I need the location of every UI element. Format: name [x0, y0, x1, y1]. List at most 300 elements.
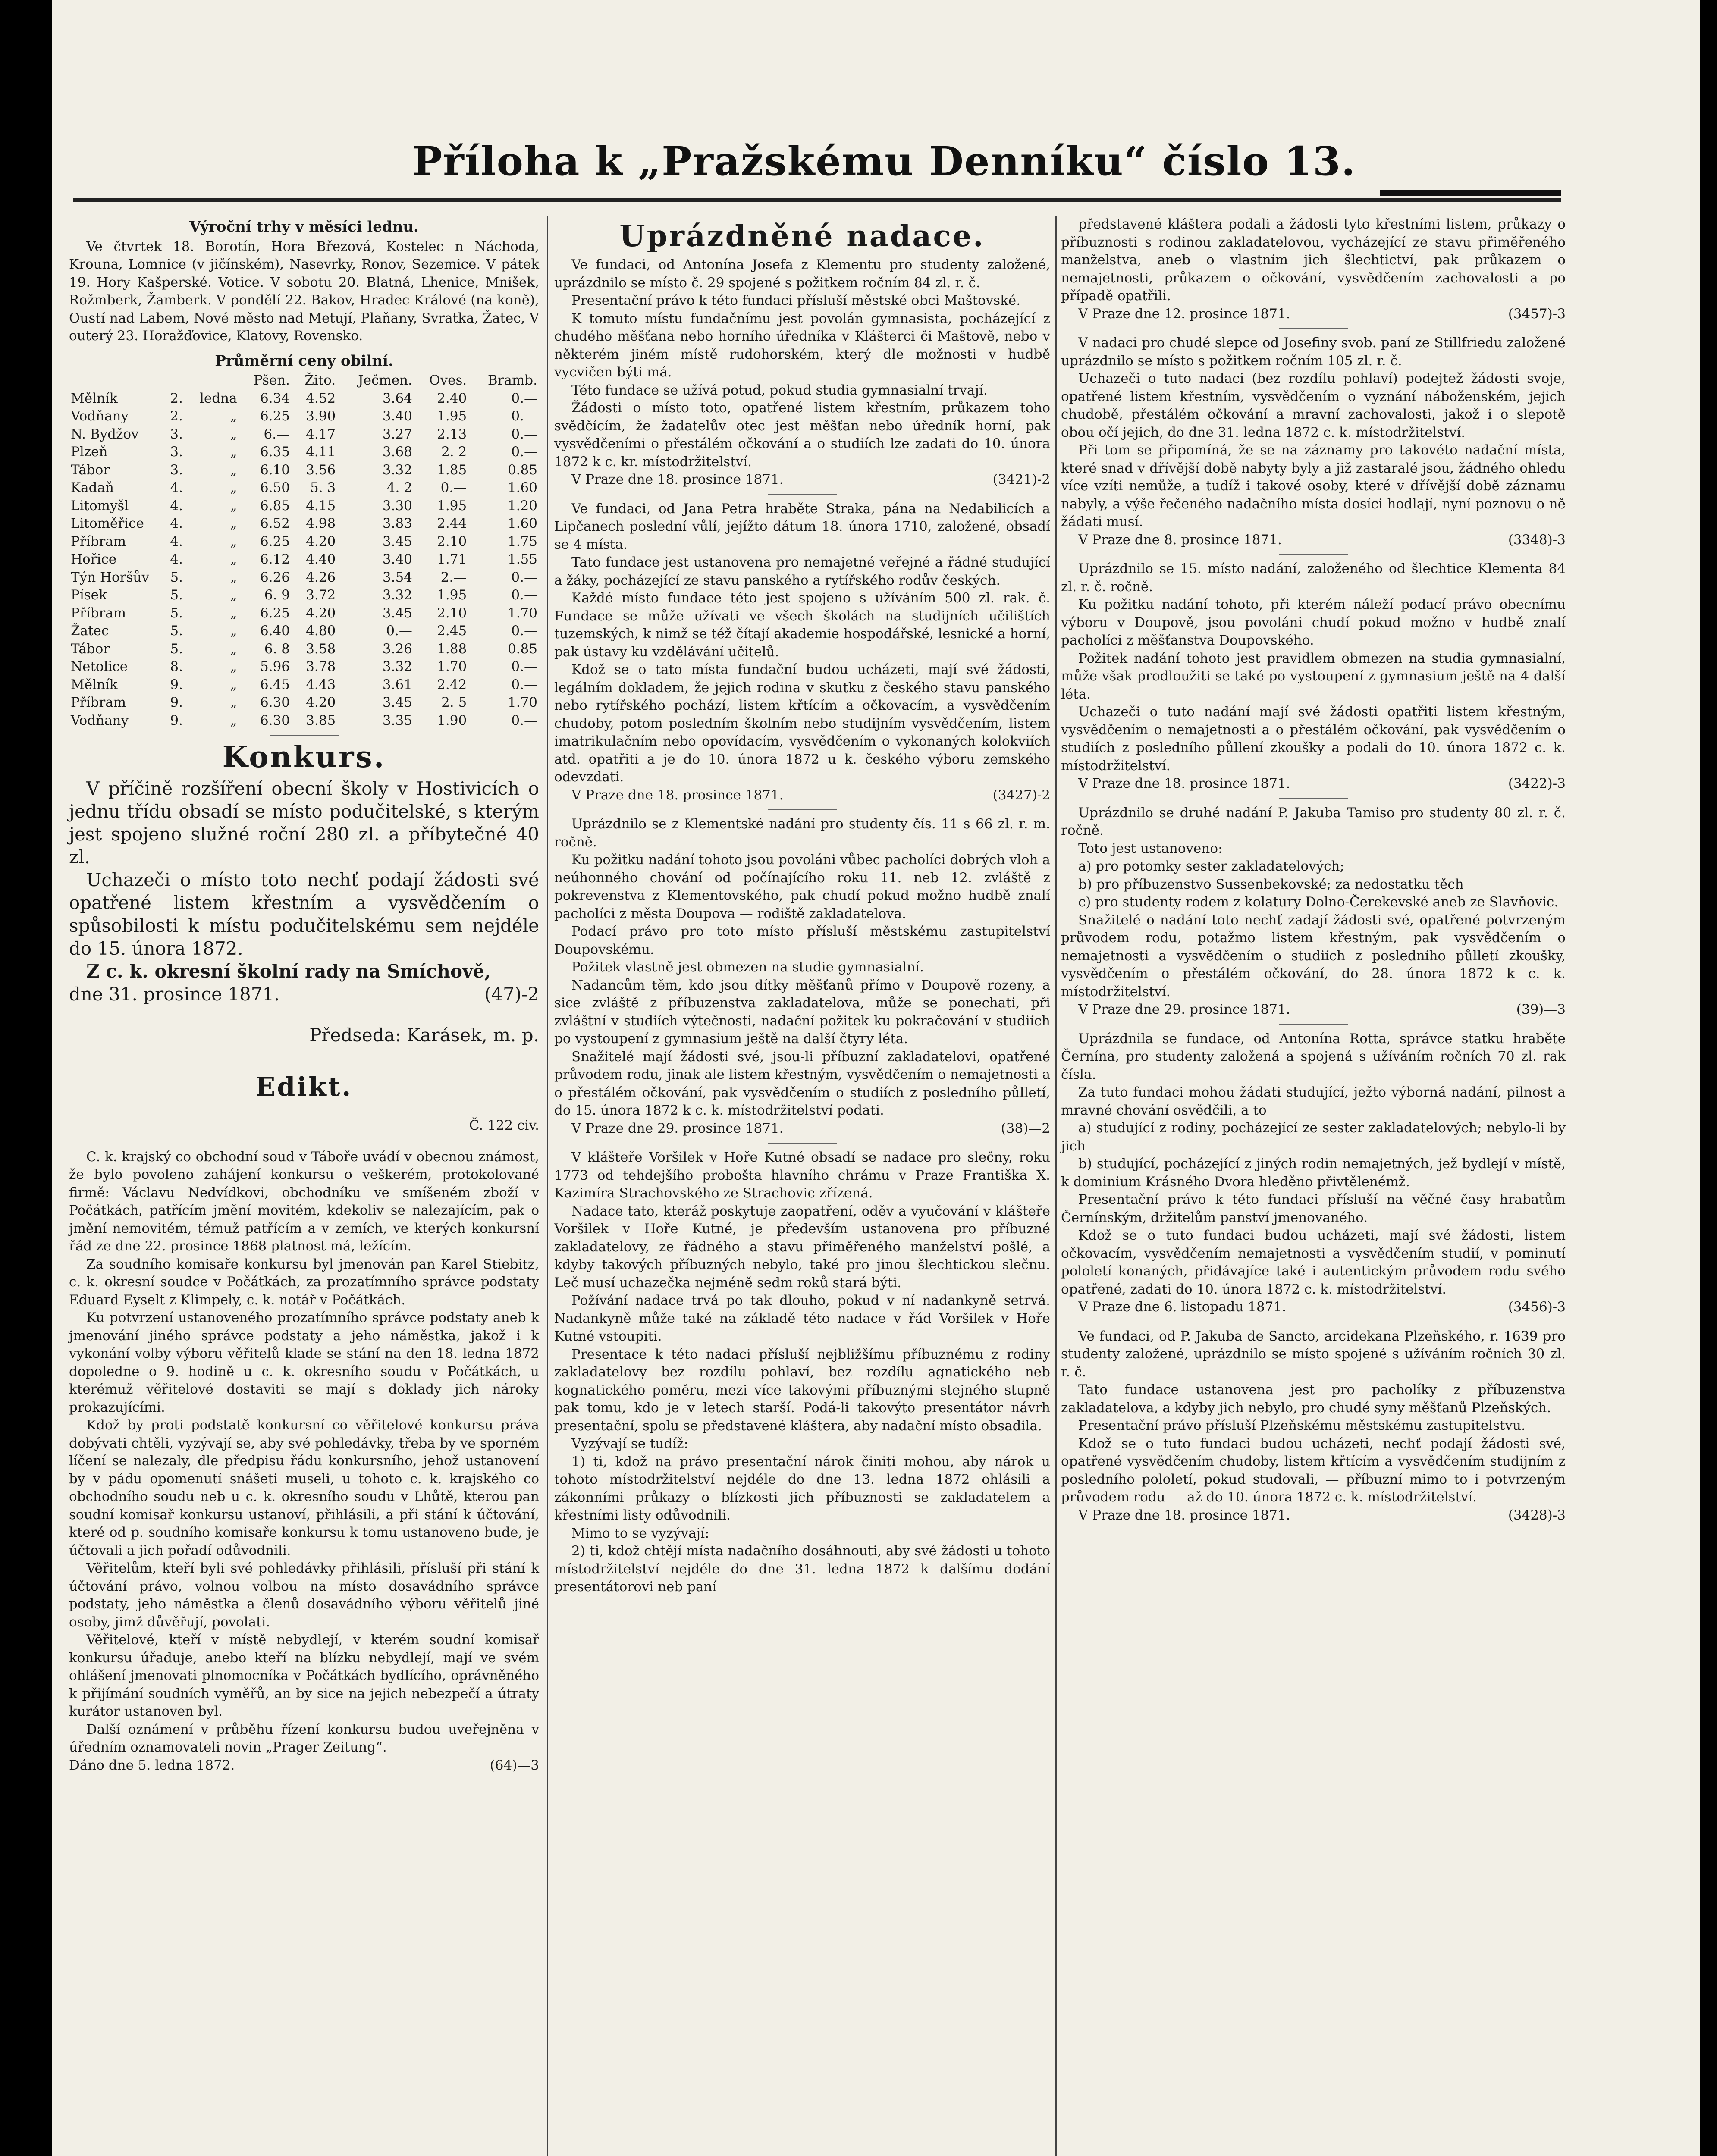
notice-paragraph: Nadace tato, kteráž poskytuje zaopatření, oděv a vyučování v klášteře Voršilek v Hoře Kutné, je především ustanovena pro příbuzné zakladatelovy, ze řádného a stavu přiměřeného manželství pošlé, a kdyby takových příbuzných nebylo, také pro jinou šlechtickou slečnu. Leč musí uchazečka nejméně sedm roků stará býti. [554, 1203, 1050, 1291]
notice-paragraph: Presentační právo k této fundaci přísluší na věčné časy hrabatům Černínským, držitelům panství jmenovaného. [1061, 1192, 1566, 1225]
notice-paragraph: Požívání nadace trvá po tak dlouho, pokud v ní nadankyně setrvá. Nadankyně může také na základě této nadace v řád Voršilek v Hoře Kutné vstoupiti. [554, 1293, 1050, 1344]
notice-paragraph: Ku požitku nadání tohoto, při kterém náleží podací právo obecnímu výboru v Doupově, jsou povoláni chudí pokud možno v hudbě znalí pacholíci z měšťanstva Doupovského. [1061, 597, 1566, 648]
notice-paragraph: Každé místo fundace této jest spojeno s užíváním 500 zl. rak. č. Fundace se může užívati ve všech školách na studijních učilištích tuzemských, k nimž se též čítají akademie hospodářské, lesnické a horní, pak ústavy ku vzdělávání učitelů. [554, 590, 1050, 660]
notice-date: V Praze dne 18. prosince 1871. [1078, 1507, 1290, 1523]
prices-cell: 4. [170, 516, 183, 531]
prices-cell: 6.52 [260, 516, 290, 531]
prices-cell: „ [230, 641, 237, 657]
prices-row [69, 569, 539, 587]
prices-cell: 3.32 [382, 462, 412, 478]
prices-cell: 0.— [511, 444, 537, 460]
notice-paragraph: V klášteře Voršilek v Hoře Kutné obsadí se nadace pro slečny, roku 1773 od tehdejšího probošta hlavního chrámu v Praze Františka X. Kazimíra Strachovského ze Strachovic zřízená. [554, 1150, 1050, 1201]
notice-paragraph: Požitek nadání tohoto jest pravidlem obmezen na studia gymnasialní, může však prodloužiti se také po vystoupení z gymnasium ještě na 4 další léta. [1061, 650, 1566, 702]
notice-paragraph: c) pro studenty rodem z kolatury Dolno-Čerekevské aneb ze Slavňovic. [1078, 894, 1559, 910]
prices-town: Žatec [71, 623, 109, 639]
prices-cell: 1.95 [437, 587, 467, 603]
prices-town: Příbram [71, 533, 126, 549]
prices-cell: 9. [170, 677, 183, 693]
notice-paragraph: Kdož se o tuto fundaci budou ucházeti, nechť podají žádosti své, opatřené vysvědčením chudoby, listem křtícím a vysvědčením studijním z posledního pololetí, pokud studovali, — příbuzní mimo to i potvrzeným průvodem rodu — až do 10. února 1872 c. k. místodržitelství. [1061, 1435, 1566, 1505]
prices-cell: 3.32 [382, 659, 412, 674]
prices-cell: 3.45 [382, 533, 412, 549]
edikt-paragraph: Kdož by proti podstatě konkursní co věřitelové konkursu práva dobývati chtěli, vyzývají se, aby své pohledávky, třeba by ve sporném líčení se nalezaly, dle předpisu řádu konkursního, jehož ustanovení by v pádu opomenutí snášeti museli, u tohoto c. k. krajského co obchodního soudu neb u c. k. okresního soudu v Lhůtě, kterou pan soudní komisař konkursu ustanoví, přihlásili, a při stání k účtování, které od p. soudního komisaře konkursu k tomu ustanoveno bude, je účtovali a jich pořadí odůvodnili. [69, 1417, 539, 1558]
nadace-notice [554, 815, 1050, 1138]
prices-cell: 4. [170, 498, 183, 514]
prices-town: Mělník [71, 677, 118, 693]
prices-cell: 3.68 [382, 444, 412, 460]
prices-row [69, 712, 539, 730]
prices-cell: „ [230, 569, 237, 585]
prices-cell: „ [230, 462, 237, 478]
notice-footer [554, 787, 1050, 805]
prices-cell: 6.50 [260, 480, 290, 495]
notice-paragraph: b) pro příbuzenstvo Sussenbekovské; za nedostatku těch [1078, 876, 1464, 892]
notice-paragraph: Uprázdnilo se druhé nadání P. Jakuba Tamiso pro studenty 80 zl. r. č. ročně. [1061, 805, 1566, 838]
notice-paragraph: Nadancům těm, kdo jsou dítky měšťanů přímo v Doupově rozeny, a sice zvláště z příbuzenstva zakladatelova, může se ponechati, při zvláštní v studiích výtečnosti, nadační požitek ku pokračování v studiích po vystoupení z gymnasium ještě na další čtyry léta. [554, 977, 1050, 1047]
prices-cell: 1.60 [507, 516, 537, 531]
prices-row [69, 407, 539, 426]
header-rule-accent [1380, 190, 1561, 196]
prices-cell: „ [230, 480, 237, 495]
prices-cell: 2.13 [437, 426, 467, 442]
notice-paragraph: Vyzývají se tudíž: [571, 1436, 688, 1451]
prices-cell: 6.10 [260, 462, 290, 478]
column-middle [554, 216, 1050, 1596]
edikt-paragraph: Věřitelové, kteří v místě nebydlejí, v kterém soudní komisař konkursu úřaduje, anebo kteří na blízku nebydlejí, mají ve svém ohlášení jmenovati plnomocníka v Počátkách bydlícího, oprávněného k přijímání soudních vyměřů, an by sice na jejich nebezpečí a útraty kurátor ustanoven byl. [69, 1632, 539, 1719]
notice-paragraph: Tato fundace jest ustanovena pro nemajetné veřejné a řádné studující a žáky, pocházející ze stavu panského a rytířského rodův českých. [554, 555, 1050, 588]
prices-cell: 0.— [386, 623, 412, 639]
prices-cell: 6.30 [260, 695, 290, 710]
notice-date: V Praze dne 12. prosince 1871. [1078, 306, 1290, 322]
prices-table [69, 372, 539, 730]
prices-cell: 0.— [511, 390, 537, 406]
prices-town: Plzeň [71, 444, 108, 460]
prices-town: Mělník [71, 390, 118, 406]
notice-paragraph: 1) ti, kdož na právo presentační nárok činiti mohou, aby nárok u tohoto místodržitelství nejdéle do dne 13. ledna 1872 ohlásili a zákonními průkazy o blízkosti jich příbuznosti se zakladatelem a křestními listy odůvodnili. [554, 1454, 1050, 1523]
prices-row [69, 586, 539, 605]
separator [1279, 554, 1348, 555]
prices-cell: 0.— [511, 659, 537, 674]
edikt-date: Dáno dne 5. ledna 1872. [69, 1757, 235, 1773]
prices-cell: 3. [170, 444, 183, 460]
prices-cell: 4. 2 [386, 480, 412, 495]
prices-cell: 8. [170, 659, 183, 674]
prices-cell: „ [230, 587, 237, 603]
prices-cell: 4.80 [306, 623, 336, 639]
prices-cell: 4.40 [306, 552, 336, 567]
notice-paragraph: b) studující, pocházející z jiných rodin nemajetných, jež bydlejí v místě, k dominium Krásného Dvora hleděno přivtělenémž. [1061, 1156, 1566, 1190]
prices-cell: 5. [170, 587, 183, 603]
notice-date: V Praze dne 29. prosince 1871. [571, 1120, 784, 1136]
edikt-heading: Edikt. [255, 1072, 353, 1102]
prices-cell: 1.90 [437, 712, 467, 728]
scan-border-right [1700, 0, 1717, 2156]
prices-cell: 1.95 [437, 408, 467, 424]
nadace-notice [1061, 334, 1566, 549]
prices-town: Příbram [71, 605, 126, 621]
prices-cell: 4.11 [306, 444, 336, 460]
prices-row [69, 676, 539, 694]
prices-cell: 1.55 [507, 552, 537, 567]
notice-paragraph: Za tuto fundaci mohou žádati studující, ježto výborná nadání, pilnost a mravné chování osvědčili, a to [1061, 1084, 1566, 1118]
prices-town: Kadaň [71, 480, 114, 495]
konkurs-footer [69, 983, 539, 1006]
prices-cell: 3.90 [306, 408, 336, 424]
separator [1279, 798, 1348, 799]
prices-cell: 4.20 [306, 605, 336, 621]
prices-cell: 5. 3 [310, 480, 336, 495]
konkurs-signer: Z c. k. okresní školní rady na Smíchově, [86, 961, 491, 982]
notice-paragraph: Žádosti o místo toto, opatřené listem křestním, průkazem toho svědčícím, že žadatelův otec jest měšťan nebo úředník horní, pak vysvědčeními o přestálém očkování a o studiích lze zadati do 10. února 1872 k c. kr. místodržitelství. [554, 400, 1050, 470]
prices-cell: 1.20 [507, 498, 537, 514]
prices-cell: 1.70 [507, 695, 537, 710]
notice-paragraph: Ku požitku nadání tohoto jsou povoláni vůbec pacholíci dobrých vloh a neúhonného chování od počínajícího roku 11. neb 12. zvláště z pokrevenstva z Klementovského, pak chudí pokud možno hudbě znalí pacholíci z města Doupova — rodiště zakladatelova. [554, 852, 1050, 921]
notice-ref: (3427)-2 [992, 787, 1050, 803]
prices-town: Příbram [71, 695, 126, 710]
notice-date: V Praze dne 18. prosince 1871. [571, 787, 784, 803]
prices-town: Vodňany [71, 712, 129, 728]
prices-cell: 3.27 [382, 426, 412, 442]
prices-cell: 4. [170, 533, 183, 549]
prices-cell: 6.40 [260, 623, 290, 639]
prices-row [69, 461, 539, 479]
prices-cell: 3.40 [382, 408, 412, 424]
prices-cell: ledna [200, 390, 237, 406]
notice-date: V Praze dne 6. listopadu 1871. [1078, 1299, 1286, 1315]
notice-paragraph: Kdož se o tuto fundaci budou ucházeti, mají své žádosti, listem očkovacím, vysvědčením nemajetnosti a vysvědčením studií, v pominutí pololetí konaných, přidávajíce také i autentickým průvodem rodu svého opatřené, zadati do 10. února 1872 c. k. místodržitelství. [1061, 1228, 1566, 1297]
prices-cell: 1.70 [507, 605, 537, 621]
edikt-paragraph: C. k. krajský co obchodní soud v Táboře uvádí v obecnou známost, že bylo povoleno zahájení konkursu o veškerém, protokolované firmě: Václavu Nedvídkovi, obchodníku ve smíšeném zboží v Počátkách, patřícím jmění movitém, kdekoliv se nalezajícím, pak o jmění nemovitém, témuž patřícím a v zemích, ve kterých konkursní řád ze dne 22. prosince 1868 platnost má, ležícím. [69, 1149, 539, 1254]
prices-cell: 0.— [511, 677, 537, 693]
prices-cell: 9. [170, 712, 183, 728]
nadace-heading: Uprázdněné nadace. [619, 219, 985, 254]
konkurs-heading: Konkurs. [222, 740, 386, 774]
prices-cell: 6.45 [260, 677, 290, 693]
notice-paragraph: Uprázdnilo se z Klementské nadání pro studenty čís. 11 s 66 zl. r. m. ročně. [554, 816, 1050, 850]
prices-column-header: Pšen. [253, 373, 290, 388]
prices-cell: 2.— [440, 569, 467, 585]
prices-cell: 3.40 [382, 552, 412, 567]
prices-cell: 3.61 [382, 677, 412, 693]
prices-cell: 2.10 [437, 605, 467, 621]
prices-header-row [69, 372, 539, 390]
prices-cell: 3.58 [306, 641, 336, 657]
prices-cell: 4.15 [306, 498, 336, 514]
prices-town: Písek [71, 587, 107, 603]
prices-cell: 4.98 [306, 516, 336, 531]
prices-cell: 4.20 [306, 695, 336, 710]
prices-town: Vodňany [71, 408, 129, 424]
prices-cell: „ [230, 552, 237, 567]
nadace-notice [1061, 1030, 1566, 1316]
prices-cell: „ [230, 533, 237, 549]
prices-cell: 5.96 [260, 659, 290, 674]
prices-cell: 1.95 [437, 498, 467, 514]
prices-cell: 4. [170, 552, 183, 567]
prices-column-header: Bramb. [487, 373, 537, 388]
prices-row [69, 443, 539, 461]
notice-ref: (3421)-2 [992, 472, 1050, 487]
prices-cell: 2.42 [437, 677, 467, 693]
notice-ref: (3457)-3 [1508, 306, 1566, 322]
prices-cell: „ [230, 605, 237, 621]
prices-cell: 3.30 [382, 498, 412, 514]
prices-cell: 3.78 [306, 659, 336, 674]
edikt-paragraph: Věřitelům, kteří byli své pohledávky přihlásili, přísluší při stání k účtování právo, volnou volbou na místo dosavádního správce podstaty, jeho náměstka a členů dosavádního výboru věřitelů jiné osoby, jimž důvěřují, povolati. [69, 1561, 539, 1630]
notice-footer [1061, 1001, 1566, 1019]
prices-row [69, 497, 539, 515]
prices-cell: 3.56 [306, 462, 336, 478]
notice-paragraph: Presentace k této nadaci přísluší nejbližšímu příbuznému z rodiny zakladatelovy bez rozdílu pohlaví, bez rozdílu agnatického neb kognatického poměru, mezi více takovými příbuznými stejného stupně pak tomu, kdo je v letech starší. Podá-li takovýto presentátor návrh presentační, spolu se představené kláštera, aby nadační místo obsadila. [554, 1346, 1050, 1434]
prices-cell: „ [230, 695, 237, 710]
notice-date: V Praze dne 18. prosince 1871. [571, 472, 784, 487]
prices-cell: 3.72 [306, 587, 336, 603]
scan-border-left [0, 0, 52, 2156]
prices-row [69, 533, 539, 551]
column-divider [547, 216, 548, 2156]
notice-paragraph: V nadaci pro chudé slepce od Josefiny svob. paní ze Stillfriedu založené uprázdnilo se místo s požitkem ročním 105 zl. r. č. [1061, 335, 1566, 369]
prices-cell: 3.83 [382, 516, 412, 531]
notice-paragraph: Ve fundaci, od P. Jakuba de Sancto, arcidekana Plzeňského, r. 1639 pro studenty založené, uprázdnilo se místo spojené s užíváním ročních 30 zl. r. č. [1061, 1328, 1566, 1380]
prices-cell: 3. [170, 462, 183, 478]
prices-cell: 4.52 [306, 390, 336, 406]
prices-town: N. Bydžov [71, 426, 139, 442]
prices-row [69, 426, 539, 444]
nadace-notice [554, 500, 1050, 805]
column-divider [1055, 216, 1057, 2156]
notice-ref: (3456)-3 [1508, 1299, 1566, 1315]
prices-cell: 1.71 [437, 552, 467, 567]
notice-paragraph: Snažitelé mají žádosti své, jsou-li příbuzní zakladatelovi, opatřené průvodem rodu, jinak ale listem křestným, vysvědčením o nemajetnosti a o přestálém očkování, pak vysvědčením o studiích z posledního půlletí, do 15. února 1872 k c. k. místodržitelství podati. [554, 1049, 1050, 1118]
separator [1279, 328, 1348, 329]
prices-cell: 4.26 [306, 569, 336, 585]
notice-paragraph: Uprázdnila se fundace, od Antonína Rotta, správce statku hraběte Černína, pro studenty založená a spojená s užíváním ročních 70 zl. rak čísla. [1061, 1031, 1566, 1082]
prices-cell: 3.64 [382, 390, 412, 406]
prices-cell: 4. [170, 480, 183, 495]
prices-cell: 0.— [511, 587, 537, 603]
prices-cell: 2.44 [437, 516, 467, 531]
prices-cell: 9. [170, 695, 183, 710]
markets-heading: Výroční trhy v měsíci lednu. [189, 218, 419, 235]
edikt-paragraph: Ku potvrzení ustanoveného prozatímního správce podstaty aneb k jmenování jiného správce podstaty a jeho náměstka, jakož i k vykonání volby výboru věřitelů klade se stání na den 18. ledna 1872 dopoledne o 9. hodině u c. k. okresního soudu v Počátkách, u kterémuž věřitelové dostaviti se mají s doklady jich nároky prokazujícími. [69, 1310, 539, 1415]
prices-cell: 0.— [511, 712, 537, 728]
prices-cell: 5. [170, 605, 183, 621]
prices-cell: 5. [170, 641, 183, 657]
prices-cell: 5. [170, 569, 183, 585]
prices-cell: 0.— [440, 480, 467, 495]
prices-row [69, 515, 539, 533]
notice-paragraph: představené kláštera podali a žádosti tyto křestními listem, průkazy o příbuznosti s rodinou zakladatelovou, vycházející ze stavu přiměřeného manželstva, aneb o vlastním jich šlechtictví, pak průkazem o nemajetnosti, průkazem o očkování, vysvědčením zachovalosti a po případě opatřili. [1061, 216, 1566, 304]
edikt-paragraph: Další oznámení v průběhu řízení konkursu budou uveřejněna v úředním oznamovateli novin „Prager Zeitung“. [69, 1721, 539, 1755]
prices-cell: 6. 9 [264, 587, 290, 603]
prices-cell: „ [230, 426, 237, 442]
konkurs-paragraph: Uchazeči o místo toto nechť podají žádosti své opatřené listem křestním a vysvědčením o spůsobilosti k místu podučitelskému sem nejdéle do 15. února 1872. [69, 869, 539, 959]
prices-cell: 6.— [264, 426, 290, 442]
prices-cell: 4.17 [306, 426, 336, 442]
edikt-number: Č. 122 civ. [469, 1118, 539, 1133]
prices-town: Týn Horšův [71, 569, 149, 585]
notice-paragraph: Ve fundaci, od Jana Petra hraběte Straka, pána na Nedabilicích a Lipčanech poslední vůlí, jejížto dátum 18. února 1710, založené, obsadí se 4 místa. [554, 501, 1050, 552]
notice-footer [1061, 1298, 1566, 1316]
notice-ref: (39)—3 [1516, 1002, 1566, 1017]
prices-cell: „ [230, 677, 237, 693]
notice-paragraph: Ve fundaci, od Antonína Josefa z Klementu pro studenty založené, uprázdnilo se místo č. 29 spojené s požitkem ročním 84 zl. r. č. [554, 257, 1050, 291]
prices-cell: 3.45 [382, 605, 412, 621]
prices-cell: „ [230, 623, 237, 639]
prices-cell: 6. 8 [264, 641, 290, 657]
edikt-paragraph: Za soudního komisaře konkursu byl jmenován pan Karel Stiebitz, c. k. okresní soudce v Počátkách, za prozatímního správce podstaty Eduard Eyselt z Klimpely, c. k. notář v Počátkách. [69, 1256, 539, 1308]
notice-date: V Praze dne 29. prosince 1871. [1078, 1002, 1290, 1017]
prices-cell: 0.— [511, 426, 537, 442]
prices-town: Netolice [71, 659, 128, 674]
separator [1279, 1024, 1348, 1025]
header-rule [73, 198, 1561, 202]
notice-paragraph: Toto jest ustanoveno: [1078, 840, 1223, 856]
notice-date: V Praze dne 18. prosince 1871. [1078, 776, 1290, 791]
prices-cell: 2.40 [437, 390, 467, 406]
notice-date: V Praze dne 8. prosince 1871. [1078, 532, 1282, 548]
nadace-notice [1061, 1328, 1566, 1525]
prices-cell: 6.12 [260, 552, 290, 567]
nadace-notice [1061, 216, 1566, 323]
prices-column-header: Žito. [304, 373, 336, 388]
prices-cell: 1.70 [437, 659, 467, 674]
prices-cell: 4.43 [306, 677, 336, 693]
column-right [1061, 216, 1566, 1524]
prices-cell: 2. 2 [441, 444, 467, 460]
page-title: Příloha k „Pražskému Denníku“ číslo 13. [412, 138, 1356, 185]
prices-row [69, 658, 539, 676]
prices-column-header [69, 372, 163, 390]
prices-cell: 3. [170, 426, 183, 442]
notice-footer [1061, 1507, 1566, 1525]
prices-row [69, 640, 539, 658]
nadace-notice [1061, 560, 1566, 793]
notice-ref: (38)—2 [1001, 1120, 1050, 1136]
notice-footer [554, 1120, 1050, 1138]
notice-paragraph: K tomuto místu fundačnímu jest povolán gymnasista, pocházející z chudého měšťana nebo horního úředníka v Klášterci či Maštově, nebo v některém jiném místě rudohorském, který dle možnosti v hudbě vycvičen býti má. [554, 310, 1050, 380]
separator [768, 809, 837, 810]
prices-town: Tábor [71, 641, 110, 657]
prices-cell: 3.45 [382, 695, 412, 710]
prices-cell: 0.— [511, 569, 537, 585]
prices-cell: 1.75 [507, 533, 537, 549]
notice-footer [554, 471, 1050, 489]
prices-row [69, 622, 539, 640]
notice-paragraph: Uchazeči o tuto nadaci (bez rozdílu pohlaví) podejtež žádosti svoje, opatřené listem křestním, vysvědčením o vyznání náboženském, jejich chudobě, přestálém očkování a mravní zachovalosti, jakož i o slepotě obou očí jejich, do dne 31. ledna 1872 c. k. místodržitelství. [1061, 371, 1566, 440]
separator [270, 735, 339, 736]
notice-paragraph: a) studující z rodiny, pocházející ze sester zakladatelových; nebylo-li by jich [1061, 1120, 1566, 1154]
prices-row [69, 694, 539, 712]
prices-cell: 5. [170, 623, 183, 639]
notice-paragraph: Tato fundace ustanovena jest pro pacholíky z příbuzenstva zakladatelova, a kdyby jich nebylo, pro chudé syny měšťanů Plzeňských. [1061, 1382, 1566, 1416]
prices-cell: 2. [170, 408, 183, 424]
konkurs-ref: (47)-2 [484, 984, 539, 1005]
prices-town: Litoměřice [71, 516, 144, 531]
prices-cell: 0.— [511, 623, 537, 639]
notice-paragraph: Presentační právo k této fundaci přísluší městské obci Maštovské. [571, 293, 1021, 308]
prices-cell: 2. [170, 390, 183, 406]
prices-cell: 6.85 [260, 498, 290, 514]
notice-paragraph: Této fundace se užívá potud, pokud studia gymnasialní trvají. [571, 382, 988, 398]
prices-town: Litomyšl [71, 498, 129, 514]
prices-cell: 2.10 [437, 533, 467, 549]
prices-heading: Průměrní ceny obilní. [215, 352, 393, 370]
notice-paragraph: Požitek vlastně jest obmezen na studie gymnasialní. [571, 959, 924, 975]
notice-paragraph: a) pro potomky sester zakladatelových; [1078, 859, 1344, 874]
prices-cell: 6.35 [260, 444, 290, 460]
prices-cell: 6.34 [260, 390, 290, 406]
notice-ref: (3422)-3 [1508, 776, 1566, 791]
konkurs-chair: Předseda: Karásek, m. p. [309, 1025, 539, 1046]
notice-paragraph: Uprázdnilo se 15. místo nadání, založeného od šlechtice Klementa 84 zl. r. č. ročně. [1061, 561, 1566, 595]
notice-paragraph: Presentační právo přísluší Plzeňskému městskému zastupitelstvu. [1078, 1418, 1526, 1433]
edikt-footer [69, 1757, 539, 1775]
prices-row [69, 390, 539, 408]
notice-footer [1061, 305, 1566, 323]
notice-footer [1061, 775, 1566, 793]
prices-cell: 3.85 [306, 712, 336, 728]
prices-cell: 2. 5 [441, 695, 467, 710]
prices-cell: 3.54 [382, 569, 412, 585]
prices-cell: „ [230, 444, 237, 460]
konkurs-date: dne 31. prosince 1871. [69, 984, 280, 1005]
prices-cell: „ [230, 516, 237, 531]
prices-cell: 3.26 [382, 641, 412, 657]
prices-cell: 6.25 [260, 533, 290, 549]
prices-column-header: Oves. [429, 373, 467, 388]
prices-cell: 6.25 [260, 408, 290, 424]
prices-cell: 0.— [511, 408, 537, 424]
prices-cell: 4.20 [306, 533, 336, 549]
prices-cell: „ [230, 498, 237, 514]
notice-paragraph: Kdož se o tato místa fundační budou ucházeti, mají své žádosti, legálním dokladem, že jejich rodina v skutku z českého stavu panského nebo rytířského pochází, listem křtícím a očkovacím, a vysvědčením chudoby, potom posledním školním nebo studijním vysvědčením, listem imatrikulačním nebo opovídacím, vysvědčením o vykonaných kolokviích atd. opatřiti a je do 10. února 1872 u k. českého výboru zemského odevzdati. [554, 662, 1050, 785]
notice-footer [1061, 531, 1566, 549]
prices-column-header: Ječmen. [358, 373, 412, 388]
prices-cell: 6.30 [260, 712, 290, 728]
prices-cell: 1.60 [507, 480, 537, 495]
notice-paragraph: Snažitelé o nadání toto nechť zadají žádosti své, opatřené potvrzeným průvodem rodu, potažmo listem křestným, pak vysvědčením o nemajetnosti a vysvědčením o studiích z posledního půlletí zkoušky, vysvědčením o přestálém očkování, do 28. února 1872 k c. k. místodržitelství. [1061, 912, 1566, 1000]
markets-text: Ve čtvrtek 18. Borotín, Hora Březová, Kostelec n Náchoda, Krouna, Lomnice (v jičínském), Nasevrky, Ronov, Sezemice. V pátek 19. Hory Kašperské. Votice. V sobotu 20. Blatná, Lhenice, Mnišek, Rožmberk, Žamberk. V pondělí 22. Bakov, Hradec Králové (na koně), Oustí nad Labem, Nové město nad Metují, Plaňany, Svratka, Žatec, V outerý 23. Horažďovice, Klatovy, Rovensko. [69, 238, 539, 344]
prices-row [69, 479, 539, 497]
prices-town: Tábor [71, 462, 110, 478]
notice-paragraph: Při tom se připomíná, že se na záznamy pro takovéto nadační místa, které snad v dřívější době nabyty byly a již zastaralé jsou, žádného ohledu více vzíti nemůže, a tudíž i takové osoby, které v dřívější době záznamu nabyly, a výše řečeného nadačního místa dosíci hodlají, nyní poznovu o ně žádati musí. [1061, 442, 1566, 530]
prices-column-header [163, 372, 185, 390]
prices-cell: 1.88 [437, 641, 467, 657]
prices-row [69, 551, 539, 569]
prices-cell: „ [230, 712, 237, 728]
notice-ref: (3428)-3 [1508, 1507, 1566, 1523]
prices-cell: 2.45 [437, 623, 467, 639]
separator [768, 1143, 837, 1144]
edikt-ref: (64)—3 [490, 1757, 539, 1773]
prices-cell: 0.85 [507, 641, 537, 657]
prices-row [69, 605, 539, 623]
prices-town: Hořice [71, 552, 117, 567]
prices-cell: „ [230, 408, 237, 424]
column-left [69, 216, 539, 1774]
notice-paragraph: Podací právo pro toto místo přísluší městskému zastupitelství Doupovskému. [554, 924, 1050, 957]
notice-paragraph: Uchazeči o tuto nadání mají své žádosti opatřiti listem křestným, vysvědčením o nemajetnosti a o přestálém očkování, pak vysvědčením o studiích z posledního půllení zkoušky a podali do 10. února 1872 c. k. místodržitelství. [1061, 704, 1566, 774]
prices-cell: 6.26 [260, 569, 290, 585]
prices-cell: 1.85 [437, 462, 467, 478]
konkurs-paragraph: V příčině rozšíření obecní školy v Hostivicích o jednu třídu obsadí se místo podučitelské, s kterým jest spojeno služné roční 280 zl. a příbytečné 40 zl. [69, 778, 539, 868]
nadace-notice [1061, 804, 1566, 1019]
prices-cell: 3.35 [382, 712, 412, 728]
nadace-notice [554, 256, 1050, 489]
prices-column-header [185, 372, 239, 390]
prices-cell: 0.85 [507, 462, 537, 478]
prices-cell: 3.32 [382, 587, 412, 603]
